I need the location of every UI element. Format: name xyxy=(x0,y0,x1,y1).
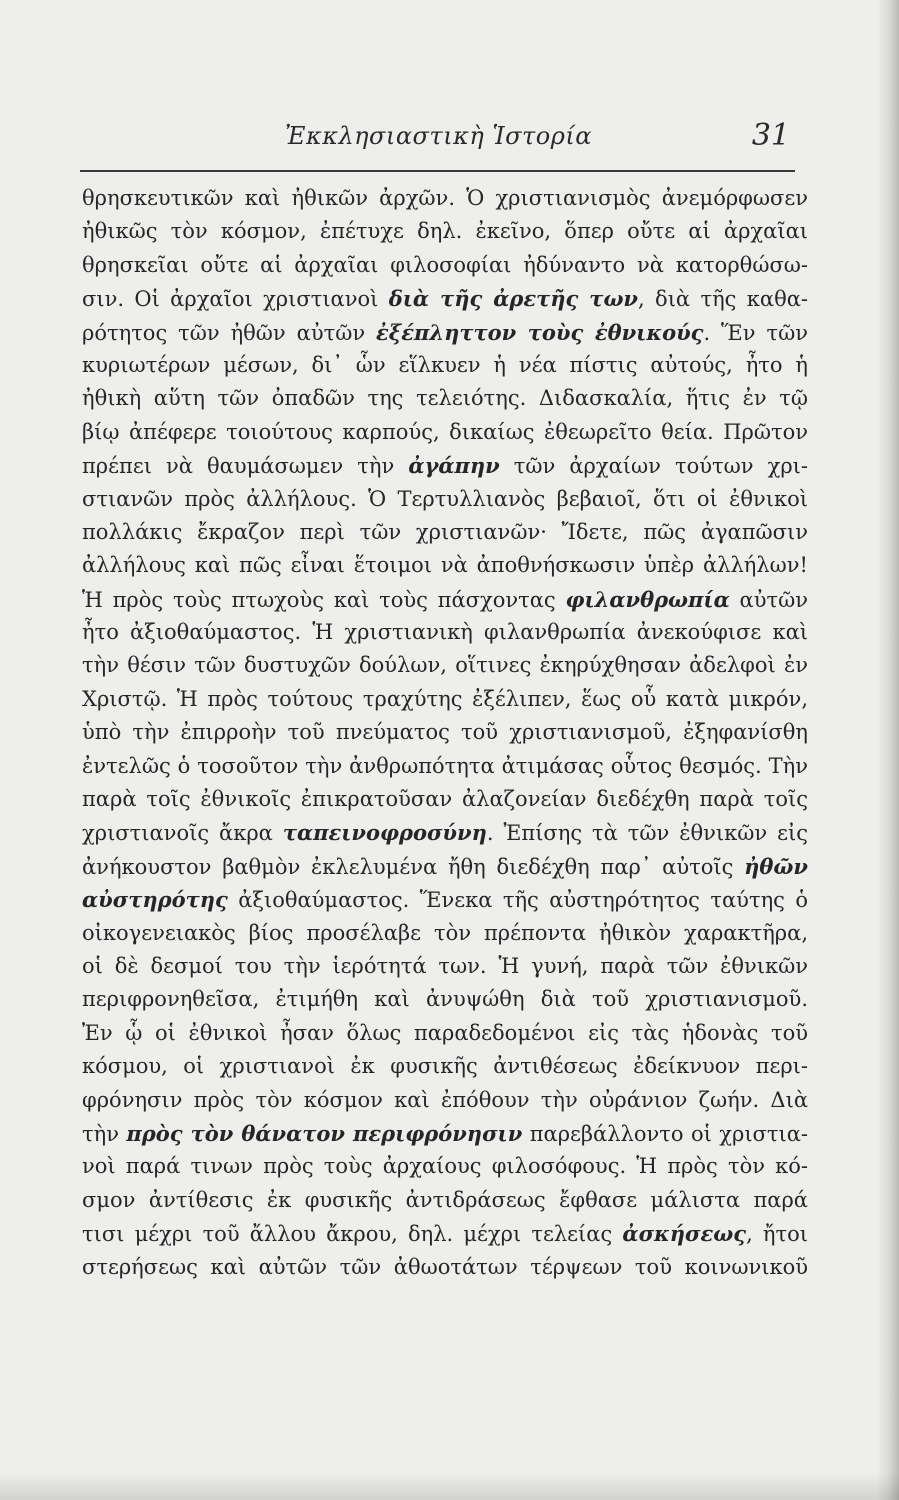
text-line xyxy=(82,750,808,783)
running-title: Ἐκκλησιαστικὴ Ἱστορία xyxy=(285,122,592,150)
text-segment: πολλάκις ἔκραζον περὶ τῶν χριστιανῶν· Ἴδετε, πῶς ἀγαπῶσιν xyxy=(82,519,808,544)
text-segment: ἀξιοθαύμαστος. Ἕνεκα τῆς αὐστηρότητος ταύτης ὁ xyxy=(227,888,808,913)
page-number: 31 xyxy=(751,118,790,153)
text-line xyxy=(82,215,808,248)
text-segment: τῶν ἀρχαίων τούτων χρι- xyxy=(499,454,808,479)
text-segment: οἰκογενειακὸς βίος προσέλαβε τὸν πρέποντα ἠθικὸν χαρακτῆρα, xyxy=(82,920,808,945)
text-segment: θρησκεῖαι οὔτε αἱ ἀρχαῖαι φιλοσοφίαι ἠδύναντο νὰ κατορθώσω- xyxy=(82,252,808,277)
emphasized-phrase: ἀσκήσεως xyxy=(622,1221,747,1247)
text-line xyxy=(82,483,808,516)
text-line xyxy=(82,850,808,883)
text-line xyxy=(82,249,808,282)
text-line xyxy=(82,182,808,215)
text-line xyxy=(82,282,808,315)
text-segment: ρότητος τῶν ἠθῶν αὐτῶν xyxy=(82,320,377,345)
text-line xyxy=(82,917,808,950)
text-segment: Χριστῷ. Ἡ πρὸς τούτους τραχύτης ἐξέλιπεν, ἕως οὗ κατὰ μικρόν, xyxy=(82,686,808,711)
emphasized-phrase: φιλανθρωπία xyxy=(565,586,730,612)
text-line xyxy=(82,783,808,816)
text-segment: Ἡ πρὸς τοὺς πτωχοὺς καὶ τοὺς πάσχοντας xyxy=(82,587,566,612)
text-line xyxy=(82,1050,808,1083)
text-line xyxy=(82,349,808,382)
body-text xyxy=(82,182,808,1284)
text-segment: ἠθικῶς τὸν κόσμον, ἐπέτυχε δηλ. ἐκεῖνο, ὅπερ οὔτε αἱ ἀρχαῖαι xyxy=(82,219,808,244)
text-segment: αὐτῶν xyxy=(729,587,808,612)
text-segment: ἀλλήλους καὶ πῶς εἶναι ἕτοιμοι νὰ ἀποθνήσκωσιν ὑπὲρ ἀλλήλων! xyxy=(82,553,808,578)
text-segment: Ἐν ᾧ οἱ ἐθνικοὶ ἦσαν ὅλως παραδεδομένοι εἰς τὰς ἡδονὰς τοῦ xyxy=(82,1020,808,1045)
text-line xyxy=(82,816,808,849)
text-line xyxy=(82,449,808,482)
text-segment: στερήσεως καὶ αὐτῶν τῶν ἀθωοτάτων τέρψεων τοῦ κοινωνικοῦ xyxy=(82,1254,808,1279)
text-segment: ἦτο ἀξιοθαύμαστος. Ἡ χριστιανικὴ φιλανθρωπία ἀνεκούφισε καὶ xyxy=(82,620,808,645)
text-line xyxy=(82,549,808,582)
text-segment: , διὰ τῆς καθα- xyxy=(638,287,809,312)
text-line xyxy=(82,1084,808,1117)
text-line xyxy=(82,1251,808,1284)
page-edge-shadow xyxy=(877,0,899,1500)
text-segment: τισι μέχρι τοῦ ἄλλου ἄκρου, δηλ. μέχρι τελείας xyxy=(82,1222,623,1247)
text-segment: τὴν xyxy=(82,1121,127,1146)
text-line xyxy=(82,983,808,1016)
text-line xyxy=(82,516,808,549)
emphasized-phrase: ἀγάπην xyxy=(408,453,500,479)
text-segment: ἐντελῶς ὁ τοσοῦτον τὴν ἀνθρωπότητα ἀτιμάσας οὗτος θεσμός. Τὴν xyxy=(82,753,808,778)
text-segment: τὴν θέσιν τῶν δυστυχῶν δούλων, οἵτινες ἐκηρύχθησαν ἀδελφοὶ ἐν xyxy=(82,653,808,678)
emphasized-phrase: διὰ τῆς ἀρετῆς των xyxy=(388,286,639,312)
text-segment: ὑπὸ τὴν ἐπιρροὴν τοῦ πνεύματος τοῦ χριστιανισμοῦ, ἐξηφανίσθη xyxy=(82,720,808,745)
text-segment: βίῳ ἀπέφερε τοιούτους καρπούς, δικαίως ἐθεωρεῖτο θεία. Πρῶτον xyxy=(82,419,808,444)
emphasized-phrase: ἠθῶν xyxy=(744,853,808,879)
text-line xyxy=(82,1184,808,1217)
text-line xyxy=(82,683,808,716)
text-line xyxy=(82,1117,808,1150)
text-segment: χριστιανοῖς ἄκρα xyxy=(82,821,283,846)
text-segment: ἀνήκουστον βαθμὸν ἐκλελυμένα ἤθη διεδέχθη παρ᾽ αὐτοῖς xyxy=(82,854,745,879)
emphasized-phrase: ἐξέπληττον τοὺς ἐθνικούς xyxy=(376,319,704,345)
text-segment: πρέπει νὰ θαυμάσωμεν τὴν xyxy=(82,454,409,479)
text-segment: , ἤτοι xyxy=(746,1222,809,1247)
text-segment: οἱ δὲ δεσμοί του τὴν ἱερότητά των. Ἡ γυνή, παρὰ τῶν ἐθνικῶν xyxy=(82,953,808,978)
text-line xyxy=(82,1017,808,1050)
text-segment: φρόνησιν πρὸς τὸν κόσμον καὶ ἐπόθουν τὴν οὐράνιον ζωήν. Διὰ xyxy=(82,1087,808,1112)
header-rule xyxy=(80,170,795,172)
text-line xyxy=(82,950,808,983)
text-line xyxy=(82,616,808,649)
text-line xyxy=(82,649,808,682)
text-segment: στιανῶν πρὸς ἀλλήλους. Ὁ Τερτυλλιανὸς βεβαιοῖ, ὅτι οἱ ἐθνικοὶ xyxy=(82,486,808,511)
emphasized-phrase: ταπεινοφροσύνη xyxy=(282,820,487,846)
text-line xyxy=(82,416,808,449)
text-segment: περιφρονηθεῖσα, ἐτιμήθη καὶ ἀνυψώθη διὰ τοῦ χριστιανισμοῦ. xyxy=(82,987,808,1012)
text-segment: νοὶ παρά τινων πρὸς τοὺς ἀρχαίους φιλοσόφους. Ἡ πρὸς τὸν κό- xyxy=(82,1154,808,1179)
text-line xyxy=(82,316,808,349)
text-segment: παρὰ τοῖς ἐθνικοῖς ἐπικρατοῦσαν ἀλαζονείαν διεδέχθη παρὰ τοῖς xyxy=(82,787,808,812)
text-line xyxy=(82,583,808,616)
text-segment: παρεβάλλοντο οἱ χριστια- xyxy=(522,1121,809,1146)
text-segment: ἠθικὴ αὕτη τῶν ὀπαδῶν της τελειότης. Διδασκαλία, ἥτις ἐν τῷ xyxy=(82,386,808,411)
text-segment: θρησκευτικῶν καὶ ἠθικῶν ἀρχῶν. Ὁ χριστιανισμὸς ἀνεμόρφωσεν xyxy=(82,186,808,210)
text-line xyxy=(82,716,808,749)
text-line xyxy=(82,1217,808,1250)
page-bottom-shadow xyxy=(0,1472,899,1500)
emphasized-phrase: αὐστηρότης xyxy=(82,887,228,913)
page-header xyxy=(80,118,800,172)
text-segment: . Ἐπίσης τὰ τῶν ἐθνικῶν εἰς xyxy=(486,821,808,846)
text-line xyxy=(82,1150,808,1183)
emphasized-phrase: πρὸς τὸν θάνατον περιφρόνησιν xyxy=(126,1120,523,1146)
text-segment: σμον ἀντίθεσις ἐκ φυσικῆς ἀντιδράσεως ἔφθασε μάλιστα παρά xyxy=(82,1187,808,1212)
text-segment: κυριωτέρων μέσων, δι᾽ ὧν εἵλκυεν ἡ νέα πίστις αὐτούς, ἦτο ἡ xyxy=(82,352,808,377)
text-line xyxy=(82,382,808,415)
text-line xyxy=(82,883,808,916)
text-segment: κόσμου, οἱ χριστιανοὶ ἐκ φυσικῆς ἀντιθέσεως ἐδείκνυον περι- xyxy=(82,1054,808,1079)
text-segment: . Ἕν τῶν xyxy=(703,320,808,345)
text-segment: σιν. Οἱ ἀρχαῖοι χριστιανοὶ xyxy=(82,287,389,312)
